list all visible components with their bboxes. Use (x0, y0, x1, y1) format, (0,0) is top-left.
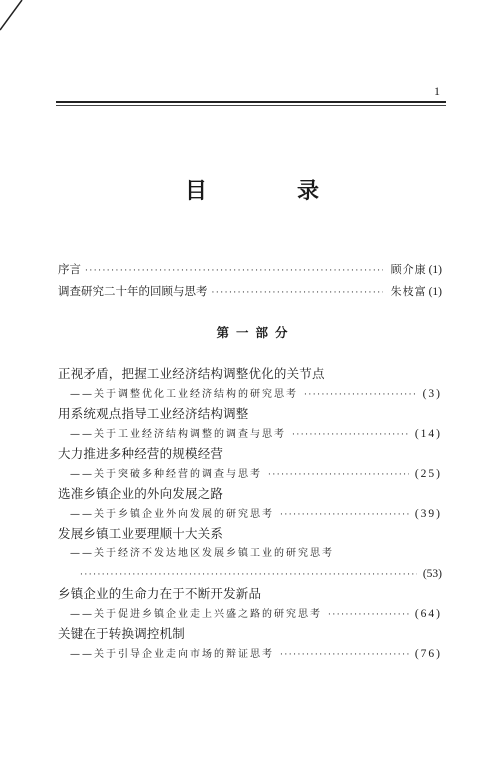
header-rule-thin (56, 105, 446, 106)
toc-entry-subtitle (58, 504, 442, 524)
subtitle-text: ——关于工业经济结构调整的调查与思考 (70, 429, 286, 440)
toc-entry-title[interactable]: 正视矛盾，把握工业经济结构调整优化的关节点 (58, 366, 325, 381)
toc-entry-title[interactable]: 用系统观点指导工业经济结构调整 (58, 406, 249, 421)
entry-page: (1) (428, 264, 442, 276)
toc-entry-title[interactable]: 发展乡镇工业要理顺十大关系 (58, 526, 224, 541)
leader-dots (268, 465, 409, 485)
toc-entry-continuation (58, 564, 442, 584)
entry-page: (14) (414, 428, 442, 440)
leader-dots (292, 425, 409, 445)
entry-page: (76) (414, 648, 442, 660)
entry-author: 朱枝富 (390, 285, 427, 298)
page-corner-line (0, 0, 40, 40)
page-number: 1 (434, 84, 440, 98)
entry-page: (3) (422, 388, 442, 400)
leader-dots (85, 260, 383, 282)
leader-dots (328, 605, 409, 625)
subtitle-text: ——关于调整优化工业经济结构的研究思考 (70, 389, 298, 400)
subtitle-text: ——关于突破多种经营的调查与思考 (70, 469, 262, 480)
toc-title: 目 录 (184, 178, 353, 204)
entry-page: (53) (422, 568, 442, 580)
entry-page: (1) (428, 286, 442, 298)
toc-entry-title[interactable]: 关键在于转换调控机制 (58, 626, 186, 641)
toc-entry-subtitle (58, 464, 442, 484)
toc-entry-subtitle (58, 424, 442, 444)
leader-dots (212, 282, 383, 304)
front-matter-list (58, 258, 442, 302)
section-heading: 第一部分 (216, 325, 295, 340)
subtitle-text: ——关于乡镇企业外向发展的研究思考 (70, 509, 274, 520)
toc-entry-title[interactable]: 乡镇企业的生命力在于不断开发新品 (58, 586, 262, 601)
toc-entry-preface[interactable] (58, 258, 442, 280)
entry-title: 序言 (58, 262, 81, 276)
toc-entry-title[interactable]: 选准乡镇企业的外向发展之路 (58, 486, 224, 501)
subtitle-text: ——关于促进乡镇企业走上兴盛之路的研究思考 (70, 609, 322, 620)
header-rule-thick (56, 101, 446, 103)
entry-page: (25) (414, 468, 442, 480)
entry-title: 调查研究二十年的回顾与思考 (58, 284, 208, 298)
leader-dots (304, 385, 417, 405)
toc-entry-title[interactable]: 大力推进多种经营的规模经营 (58, 446, 224, 461)
entry-page: (64) (414, 608, 442, 620)
toc-entry-subtitle (58, 544, 442, 564)
leader-dots (80, 565, 417, 585)
entry-page: (39) (414, 508, 442, 520)
toc-entry-subtitle (58, 604, 442, 624)
toc-entry-review[interactable] (58, 280, 442, 302)
entry-author: 顾介康 (390, 263, 427, 276)
subtitle-text: ——关于经济不发达地区发展乡镇工业的研究思考 (70, 548, 334, 559)
toc-entries (58, 364, 442, 664)
toc-entry-subtitle (58, 384, 442, 404)
toc-entry-subtitle (58, 644, 442, 664)
leader-dots (280, 505, 409, 525)
subtitle-text: ——关于引导企业走向市场的辩证思考 (70, 649, 274, 660)
leader-dots (280, 645, 409, 665)
